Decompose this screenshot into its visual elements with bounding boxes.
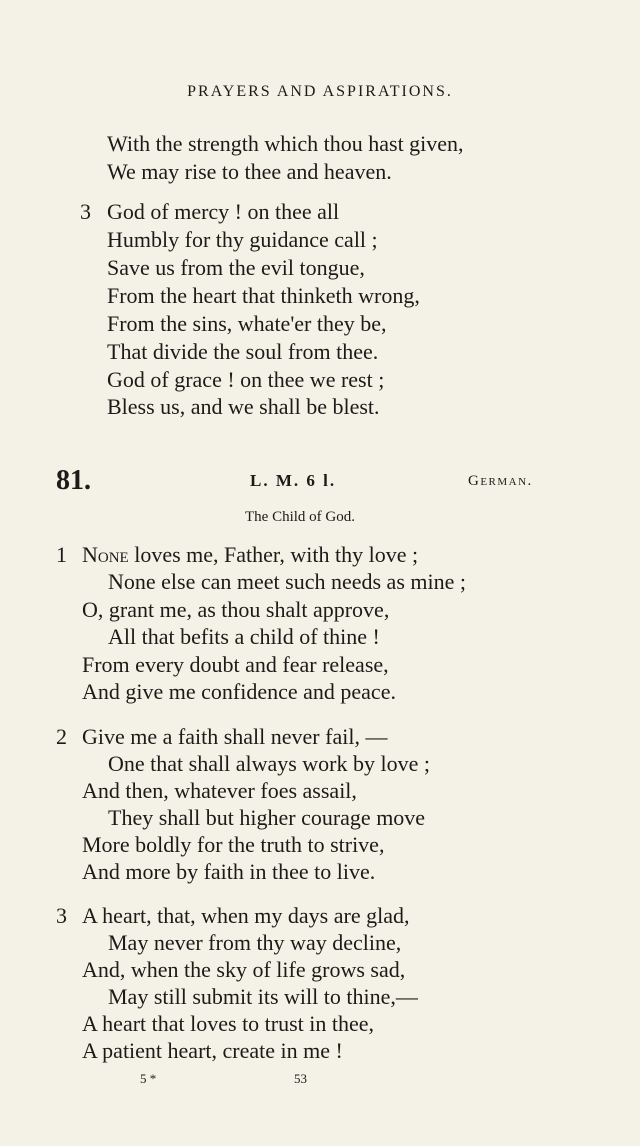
verse-line: May still submit its will to thine,— — [108, 984, 418, 1009]
verse-line: With the strength which thou hast given, — [107, 131, 464, 156]
first-word: None — [82, 542, 129, 567]
verse-line: None else can meet such needs as mine ; — [108, 569, 466, 594]
hymn-number: 81. — [56, 465, 91, 496]
verse-line: God of grace ! on thee we rest ; — [107, 367, 385, 392]
verse-line: Bless us, and we shall be blest. — [107, 394, 380, 419]
verse-line: Humbly for thy guidance call ; — [107, 227, 378, 252]
verse-line: Save us from the evil tongue, — [107, 255, 365, 280]
verse-line: From the sins, whate'er they be, — [107, 311, 387, 336]
first-line-rest: loves me, Father, with thy love ; — [128, 542, 419, 567]
verse-line: We may rise to thee and heaven. — [107, 159, 392, 184]
hymn-tune: German. — [468, 473, 533, 489]
verse-line: More boldly for the truth to strive, — [82, 832, 385, 857]
verse-line: One that shall always work by love ; — [108, 751, 430, 776]
stanza-number: 1 — [56, 542, 67, 567]
verse-line: They shall but higher courage move — [108, 805, 426, 830]
verse-line: And more by faith in thee to live. — [82, 859, 376, 884]
verse-line: And, when the sky of life grows sad, — [82, 957, 406, 982]
running-head: PRAYERS AND ASPIRATIONS. — [187, 83, 453, 100]
verse-line: That divide the soul from thee. — [107, 339, 379, 364]
verse-line: From the heart that thinketh wrong, — [107, 283, 420, 308]
verse-line: And give me confidence and peace. — [82, 679, 396, 704]
verse-line — [82, 541, 418, 569]
signature-mark: 5 * — [140, 1071, 157, 1086]
stanza-number: 3 — [80, 199, 91, 224]
verse-line: O, grant me, as thou shalt approve, — [82, 597, 390, 622]
hymn-title: The Child of God. — [245, 509, 355, 525]
verse-line: God of mercy ! on thee all — [107, 199, 340, 224]
stanza-number: 3 — [56, 903, 67, 928]
verse-line: All that befits a child of thine ! — [108, 624, 380, 649]
stanza-number: 2 — [56, 724, 67, 749]
verse-line: A heart, that, when my days are glad, — [82, 903, 410, 928]
hymn-meter: L. M. 6 l. — [250, 471, 337, 490]
verse-line: A patient heart, create in me ! — [82, 1038, 343, 1063]
verse-line: A heart that loves to trust in thee, — [82, 1011, 375, 1036]
verse-line: May never from thy way decline, — [108, 930, 402, 955]
page-number: 53 — [294, 1071, 307, 1086]
verse-line: From every doubt and fear release, — [82, 652, 389, 677]
verse-line: Give me a faith shall never fail, — — [82, 724, 388, 749]
verse-line: And then, whatever foes assail, — [82, 778, 357, 803]
